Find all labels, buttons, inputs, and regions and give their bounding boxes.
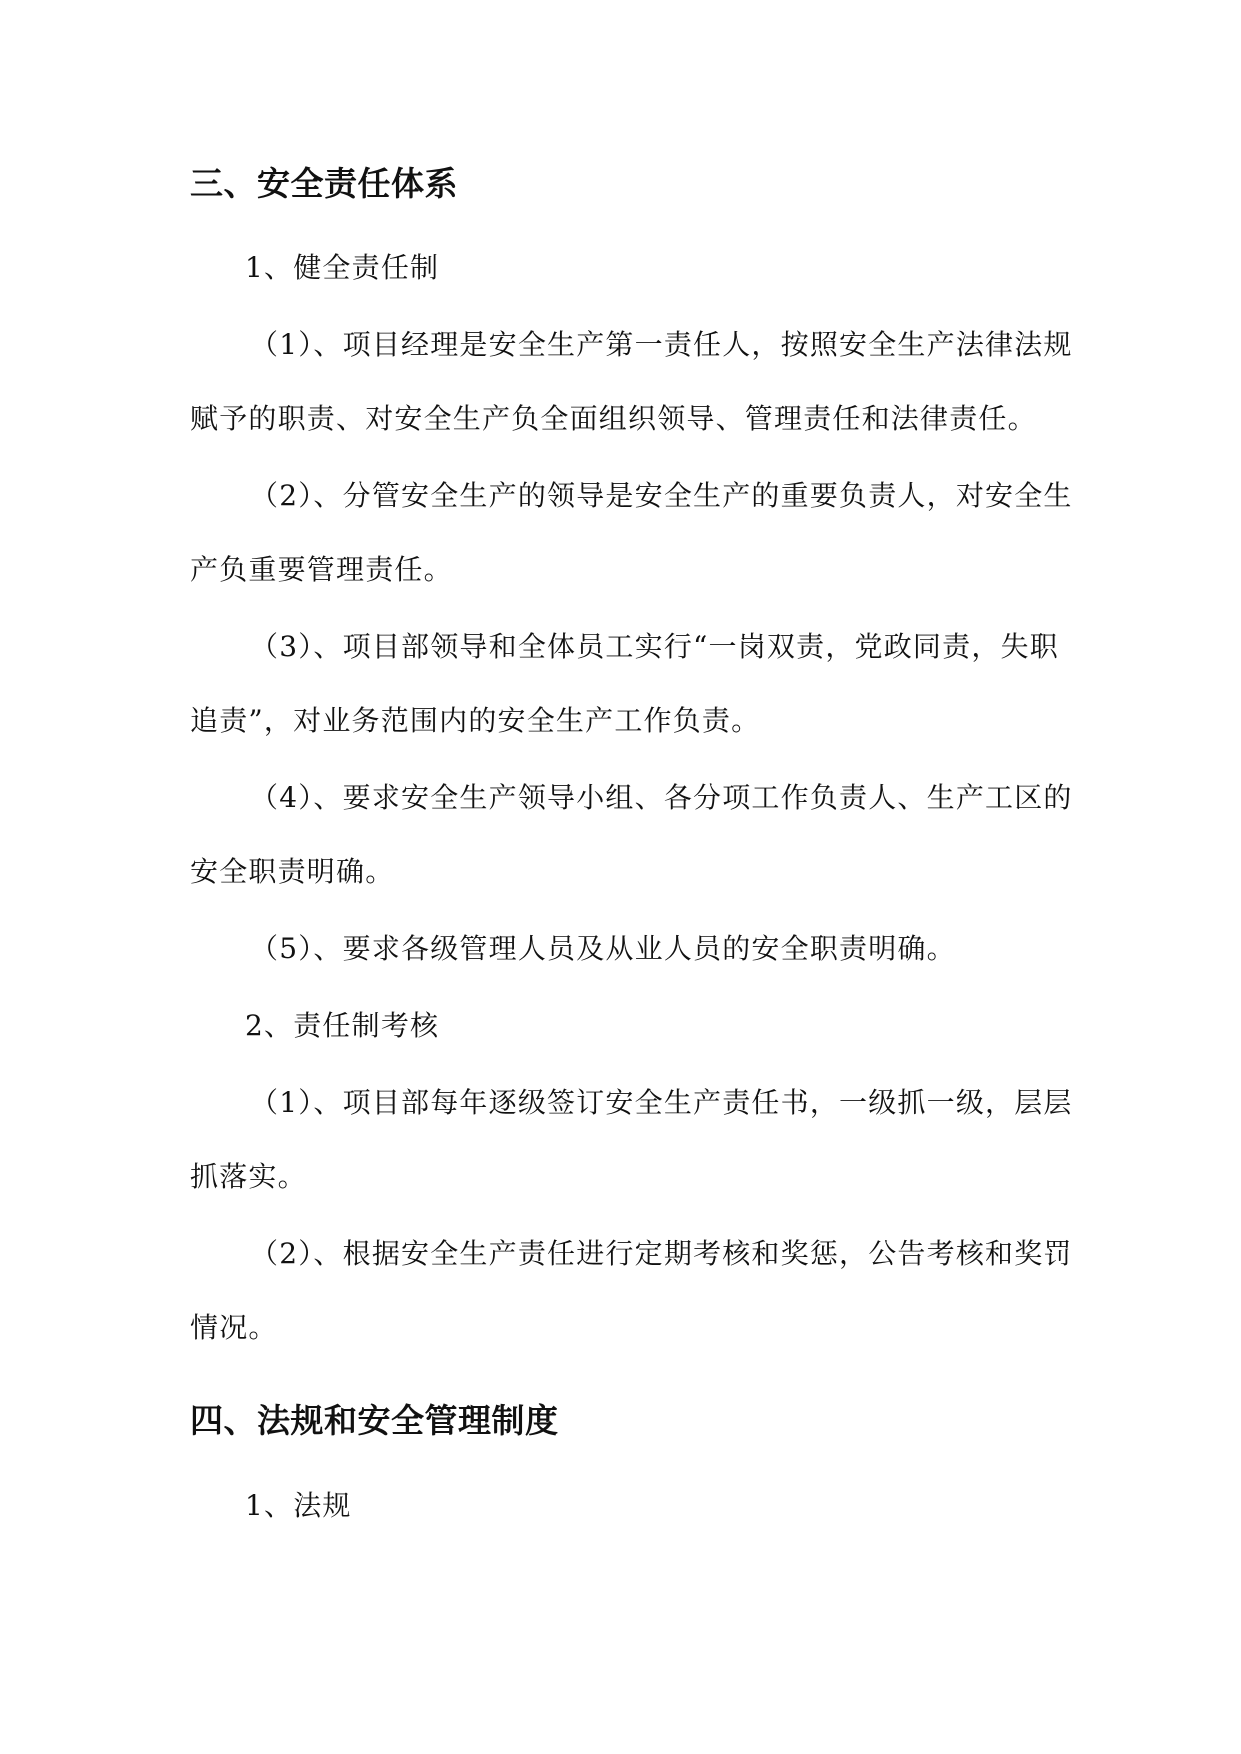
paragraph-line: 抓落实。 [190, 1160, 307, 1193]
paragraph-line: （4）、要求安全生产领导小组、各分项工作负责人、生产工区的 [250, 781, 1073, 814]
section-heading-3: 三、安全责任体系 [190, 164, 458, 203]
subsection-title-responsibility-system: 1、健全责任制 [245, 251, 440, 284]
paragraph-line: （1）、项目部每年逐级签订安全生产责任书，一级抓一级，层层 [250, 1086, 1073, 1119]
subsection-title-regulations: 1、法规 [245, 1489, 352, 1522]
paragraph-line: 情况。 [190, 1311, 278, 1344]
section-heading-4: 四、法规和安全管理制度 [190, 1401, 559, 1440]
paragraph-line: （1）、项目经理是安全生产第一责任人，按照安全生产法律法规 [250, 328, 1073, 361]
paragraph-line: （2）、分管安全生产的领导是安全生产的重要负责人，对安全生 [250, 479, 1073, 512]
paragraph-line: （3）、项目部领导和全体员工实行“一岗双责，党政同责，失职 [250, 630, 1059, 663]
subsection-title-assessment: 2、责任制考核 [245, 1009, 440, 1042]
paragraph-line: （2）、根据安全生产责任进行定期考核和奖惩，公告考核和奖罚 [250, 1237, 1073, 1270]
paragraph-line: （5）、要求各级管理人员及从业人员的安全职责明确。 [250, 932, 956, 965]
paragraph-line: 赋予的职责、对安全生产负全面组织领导、管理责任和法律责任。 [190, 402, 1037, 435]
paragraph-line: 安全职责明确。 [190, 855, 395, 888]
paragraph-line: 产负重要管理责任。 [190, 553, 453, 586]
paragraph-line: 追责”，对业务范围内的安全生产工作负责。 [190, 704, 761, 737]
